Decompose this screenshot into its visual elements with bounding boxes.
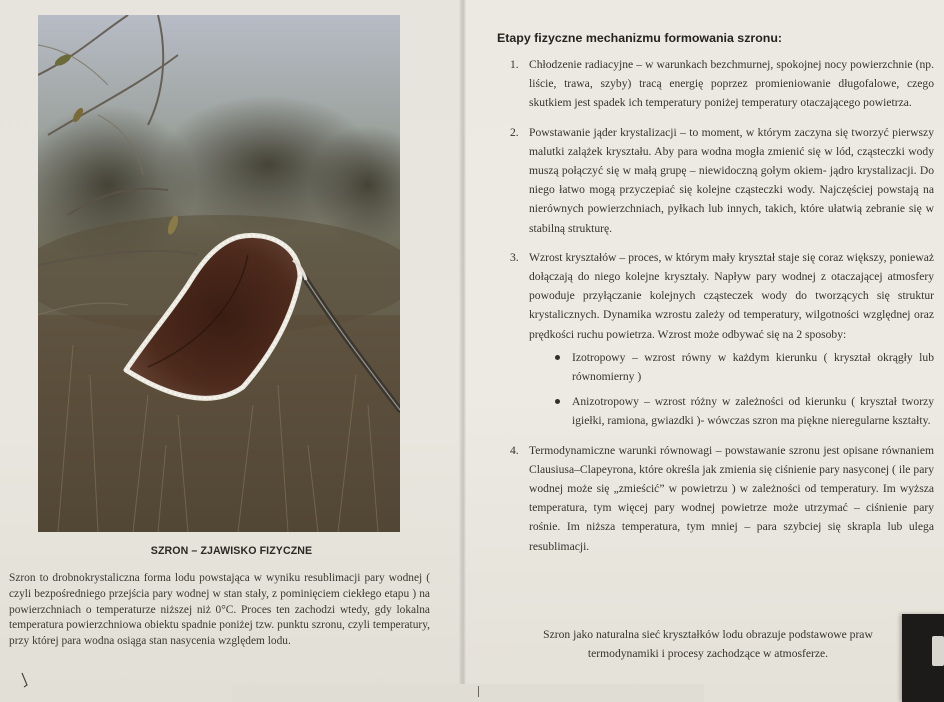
growth-types-list (529, 348, 934, 431)
bullet-text: Anizotropowy – wzrost różny w zależności od kierunku ( kryształ tworzy igiełki, ramiona, gwiazdki )- wówczas szron ma piękne nieregularne kształty. (572, 395, 934, 428)
bullet-item (551, 392, 934, 430)
bullet-item (551, 348, 934, 386)
pen-mark-icon (20, 671, 30, 689)
step-number: 2. (510, 125, 519, 139)
bullet-icon (555, 355, 560, 360)
step-text: Chłodzenie radiacyjne – w warunkach bezchmurnej, spokojnej nocy powierzchnie (np. liście, trawa, szyby) tracą energię poprzez promieniowanie długofalowe, czego skutkiem jest spadek ich temperatury poniżej temperatury otaczającego powietrza. (529, 58, 934, 110)
pencil-mark (478, 686, 479, 697)
summary-line-1: Szron jako naturalna sieć kryształków lodu obrazuje podstawowe praw (543, 628, 873, 641)
right-page-title: Etapy fizyczne mechanizmu formowania szronu: (497, 31, 783, 45)
step-item (510, 248, 934, 431)
step-text: Termodynamiczne warunki równowagi – powstawanie szronu jest opisane równaniem Clausiusa–Clapeyrona, które określa jak zmienia się ciśnienie pary nasyconej ( ile pary wodnej może się „zmieścić” w powietrzu ) w zależności od temperatury. Im wyższa temperatura, tym więcej pary wodnej powietrze może utrzymać – ciśnienie pary rośnie. Im niższa temperatura, tym mniej – para szybciej się skrapla lub ulega resublimacji. (529, 443, 934, 553)
step-text: Powstawanie jąder krystalizacji – to moment, w którym zaczyna się tworzyć pierwszy malutki zalążek kryształu. Aby para wodna mogła zmienić się w lód, cząsteczki wody muszą połączyć się w małą grupę – niewidoczną gołym okiem- jądro krystalizacji. Do niego łatwo mogą przyczepiać się kolejne cząsteczki wody. Najczęściej powstają na nierównych powierzchniach, pyłkach lub innych, takich, które ułatwią zebranie się w stabilną strukturę. (529, 125, 934, 235)
step-item (510, 123, 934, 238)
left-page-title: SZRON – ZJAWISKO FIZYCZNE (150, 545, 313, 557)
dark-object-edge (902, 614, 944, 702)
steps-list (510, 55, 934, 566)
left-page-body: Szron to drobnokrystaliczna forma lodu powstająca w wyniku resublimacji pary wodnej ( czyli bezpośredniego przejścia pary wodnej w stan stały, z pominięciem ciekłego etapu ) na powierzchniach o temperaturze niższej niż 0°C. Proces ten zachodzi wtedy, gdy lokalna temperatura powierzchniowa obiektu spadnie poniżej tzw. punktu szronu, czyli temperatury, przy której para wodna osiąga stan nasycenia względem lodu. (9, 572, 430, 648)
bullet-text: Izotropowy – wzrost równy w każdym kierunku ( kryształ okrągły lub równomierny ) (572, 350, 934, 384)
step-number: 3. (510, 250, 519, 264)
page-fold (459, 0, 467, 702)
step-item (510, 55, 934, 113)
step-item (510, 441, 934, 556)
step-number: 1. (510, 58, 519, 71)
step-number: 4. (510, 443, 519, 457)
step-text: Wzrost kryształów – proces, w którym mały kryształ staje się coraz większy, ponieważ dołączają do niego kolejne kryształy. Napływ pary wodnej z otaczającej atmosfery powoduje przyłączanie kolejnych cząsteczek wody do tworzących się struktur krystalicznych. Dynamika wzrostu zależy od temperatury, wilgotności względnej oraz prędkości ruchu powietrza. Wzrost może odbywać się na 2 sposoby: (529, 250, 934, 341)
frosted-leaf-photo (38, 15, 400, 532)
summary-paragraph (508, 625, 908, 663)
bullet-icon (555, 399, 560, 404)
bottom-paper-strip (232, 684, 704, 702)
summary-line-2: termodynamiki i procesy zachodzące w atmosferze. (587, 647, 829, 660)
